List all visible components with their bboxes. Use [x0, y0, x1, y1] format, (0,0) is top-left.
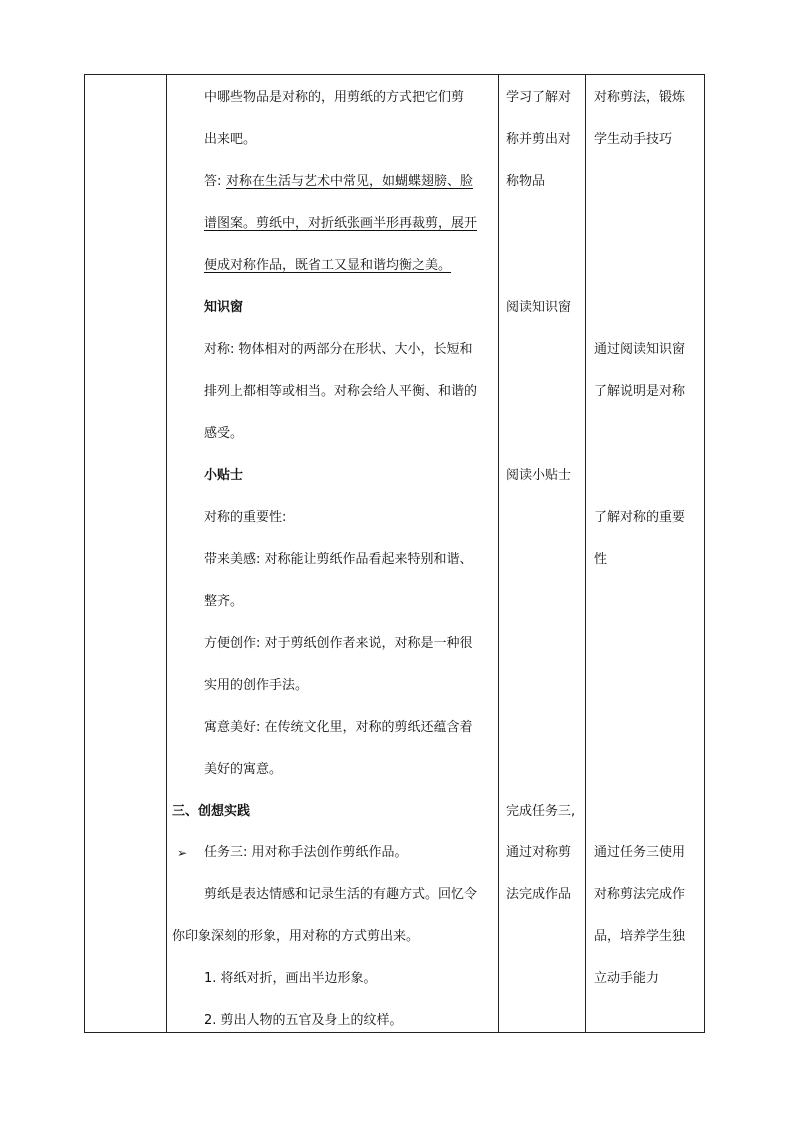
column-divider: [498, 75, 499, 1032]
answer-text: 便成对称作品，既省工又显和谐均衡之美。: [204, 258, 452, 273]
content-line: 实用的创作手法。: [204, 678, 309, 693]
content-line: 带来美感: 对称能让剪纸作品看起来特别和谐、: [204, 552, 473, 567]
content-line: 寓意美好: 在传统文化里，对称的剪纸还蕴含着: [204, 720, 473, 735]
section-heading-tips: 小贴士: [204, 468, 244, 483]
design-intent-line: 通过阅读知识窗: [594, 342, 686, 357]
student-activity-line: 法完成作品: [506, 887, 572, 902]
content-line: 剪纸是表达情感和记录生活的有趣方式。回忆令: [204, 887, 478, 902]
content-line: 出来吧。: [204, 132, 257, 147]
column-divider: [166, 75, 167, 1032]
student-activity-line: 学习了解对: [506, 90, 572, 105]
content-line: 对称的重要性:: [204, 510, 287, 525]
content-line: 你印象深刻的形象，用对称的方式剪出来。: [172, 929, 420, 944]
answer-label: 答:: [204, 174, 222, 189]
answer-text: 对称在生活与艺术中常见，如蝴蝶翅膀、脸: [226, 174, 474, 189]
design-intent-line: 品，培养学生独: [594, 929, 686, 944]
answer-text: 谱图案。剪纸中，对折纸张画半形再裁剪，展开: [204, 216, 478, 231]
content-line: 排列上都相等或相当。对称会给人平衡、和谐的: [204, 384, 478, 399]
bullet-arrow-icon: ➢: [177, 846, 188, 860]
content-line: 方便创作: 对于剪纸创作者来说，对称是一种很: [204, 636, 473, 651]
design-intent-line: 了解说明是对称: [594, 384, 686, 399]
task-line: 任务三: 用对称手法创作剪纸作品。: [204, 845, 408, 860]
student-activity-line: 通过对称剪: [506, 845, 572, 860]
step-item: 1. 将纸对折，画出半边形象。: [204, 971, 377, 986]
student-activity-line: 称物品: [506, 174, 546, 189]
design-intent-line: 学生动手技巧: [594, 132, 673, 147]
column-divider: [585, 75, 586, 1032]
design-intent-line: 性: [594, 552, 608, 567]
content-line: 感受。: [204, 426, 244, 441]
content-line: 中哪些物品是对称的，用剪纸的方式把它们剪: [204, 90, 465, 105]
design-intent-line: 对称剪法，锻炼: [594, 90, 686, 105]
student-activity-line: 阅读小贴士: [506, 468, 572, 483]
content-line: 美好的寓意。: [204, 762, 283, 777]
design-intent-line: 通过任务三使用: [594, 845, 686, 860]
content-line: 对称: 物体相对的两部分在形状、大小，长短和: [204, 342, 473, 357]
student-activity-line: 完成任务三,: [506, 804, 576, 819]
student-activity-line: 称并剪出对: [506, 132, 572, 147]
step-item: 2. 剪出人物的五官及身上的纹样。: [204, 1013, 403, 1028]
content-line: 整齐。: [204, 594, 244, 609]
design-intent-line: 立动手能力: [594, 971, 660, 986]
student-activity-line: 阅读知识窗: [506, 300, 572, 315]
section-heading-practice: 三、创想实践: [172, 804, 251, 819]
design-intent-line: 了解对称的重要: [594, 510, 686, 525]
design-intent-line: 对称剪法完成作: [594, 887, 686, 902]
section-heading-knowledge: 知识窗: [204, 300, 244, 315]
